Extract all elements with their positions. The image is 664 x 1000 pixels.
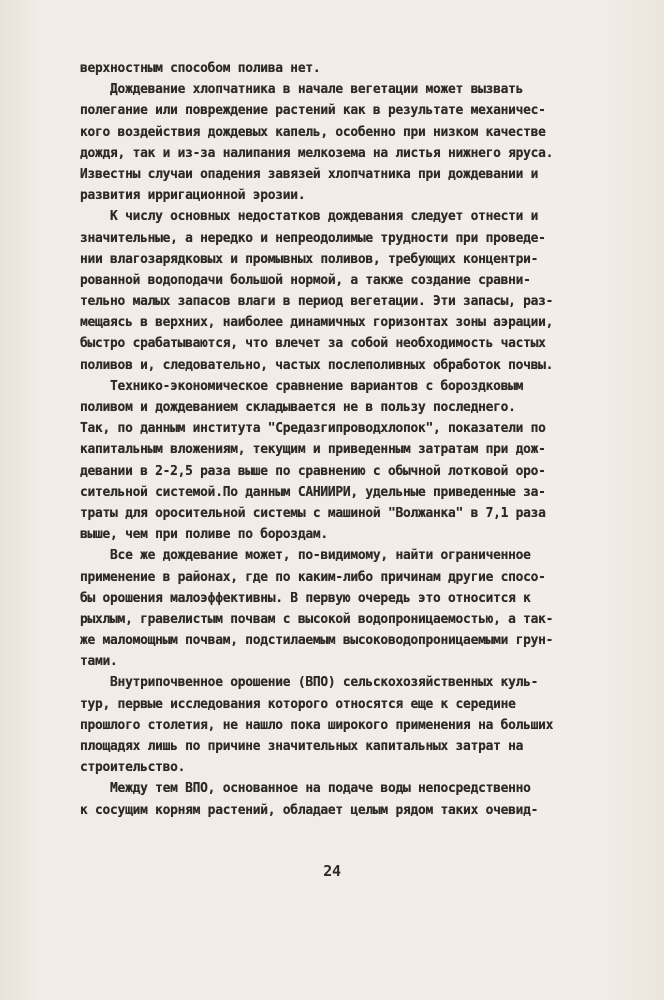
text-line: мещаясь в верхних, наиболее динамичных горизонтах зоны аэрации,: [80, 315, 554, 331]
text-line: Внутрипочвенное орошение (ВПО) сельскохозяйственных куль-: [80, 675, 539, 691]
text-line: сительной системой.По данным САНИИРИ, удельные приведенные за-: [80, 484, 546, 500]
text-line: поливов и, следовательно, частых послеполивных обработок почвы.: [80, 357, 554, 373]
text-line: К числу основных недостатков дождевания следует отнести и: [80, 209, 539, 225]
text-line: прошлого столетия, не нашло пока широкого применения на больших: [80, 717, 554, 733]
text-line: тур, первые исследования которого относятся еще к середине: [80, 696, 516, 712]
text-line: Дождевание хлопчатника в начале вегетации может вызвать: [80, 82, 524, 98]
text-line: дождя, так и из-за налипания мелкозема на листья нижнего яруса.: [80, 145, 554, 161]
text-line: Технико-экономическое сравнение вариантов с бороздковым: [80, 378, 524, 394]
text-line: Между тем ВПО, основанное на подаче воды непосредственно: [80, 781, 531, 797]
text-line: нии влагозарядковых и промывных поливов, требующих концентри-: [80, 251, 539, 267]
text-line: верхностным способом полива нет.: [80, 61, 321, 76]
text-line: Все же дождевание может, по-видимому, найти ограниченное: [80, 548, 531, 564]
text-line: поливом и дождеванием складывается не в пользу последнего.: [80, 400, 516, 415]
text-line: тельно малых запасов влаги в период вегетации. Эти запасы, раз-: [80, 294, 554, 310]
page-number: 24: [323, 862, 341, 880]
text-line: строительство.: [80, 760, 186, 776]
text-line: к сосущим корням растений, обладает целым рядом таких очевид-: [80, 802, 539, 818]
text-line: развития ирригационной эрозии.: [80, 188, 306, 204]
text-line: же маломощным почвам, подстилаемым высоководопроницаемыми грун-: [80, 633, 554, 649]
text-line: значительные, а нередко и непреодолимые трудности при проведе-: [80, 230, 546, 246]
text-line: рованной водоподачи большой нормой, а также создание сравни-: [80, 272, 531, 288]
text-line: выше, чем при поливе по бороздам.: [80, 527, 328, 543]
text-line: бы орошения малоэффективны. В первую очередь это относится к: [80, 590, 531, 606]
text-line: быстро срабатываются, что влечет за собой необходимость частых: [80, 336, 546, 352]
text-line: Известны случаи опадения завязей хлопчатника при дождевании и: [80, 166, 539, 182]
text-line: Так, по данным института "Средазгипроводхлопок", показатели по: [80, 421, 546, 437]
text-line: девании в 2-2,5 раза выше по сравнению с обычной лотковой оро-: [80, 463, 546, 479]
body-text: [80, 58, 628, 821]
text-line: применение в районах, где по каким-либо причинам другие спосо-: [80, 569, 546, 585]
text-line: капитальным вложениям, текущим и приведенным затратам при дож-: [80, 442, 546, 458]
text-line: тами.: [80, 654, 118, 670]
text-line: траты для оросительной системы с машиной "Волжанка" в 7,1 раза: [80, 505, 546, 521]
text-line: площадях лишь по причине значительных капитальных затрат на: [80, 739, 524, 754]
text-line: кого воздействия дождевых капель, особенно при низком качестве: [80, 124, 546, 140]
text-line: рыхлым, гравелистым почвам с высокой водопроницаемостью, а так-: [80, 611, 554, 627]
text-line: полегание или повреждение растений как в результате механичес-: [80, 103, 546, 119]
